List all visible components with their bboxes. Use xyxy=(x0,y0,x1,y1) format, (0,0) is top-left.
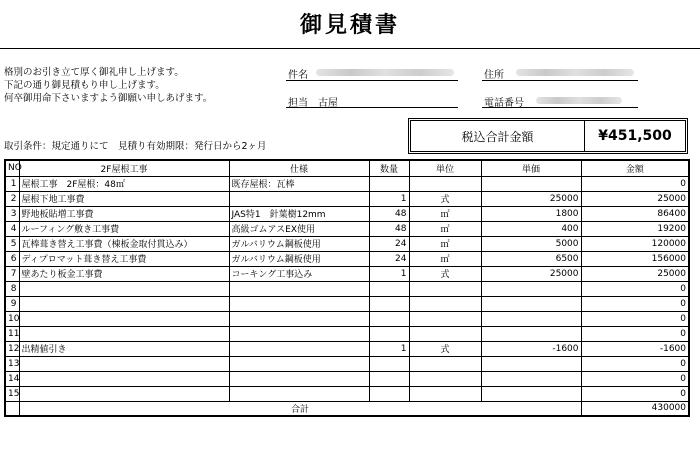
row-amount: 0 xyxy=(581,386,689,401)
row-unit xyxy=(409,311,481,326)
table-row xyxy=(5,341,689,356)
table-row xyxy=(5,356,689,371)
row-unit: 式 xyxy=(409,191,481,206)
address-label: 住所 xyxy=(484,70,504,81)
phone-label: 電話番号 xyxy=(484,98,524,109)
row-unit-price: 5000 xyxy=(481,236,581,251)
row-qty xyxy=(369,296,409,311)
row-item-name xyxy=(19,281,229,296)
row-amount: -1600 xyxy=(581,341,689,356)
table-row xyxy=(5,206,689,221)
row-unit xyxy=(409,281,481,296)
row-item-name: ルーフィング敷き工事費 xyxy=(19,221,229,236)
document-title: 御見積書 xyxy=(299,13,400,38)
table-row xyxy=(5,281,689,296)
row-amount: 156000 xyxy=(581,251,689,266)
row-item-name: 野地板貼増工事費 xyxy=(19,206,229,221)
row-no: 3 xyxy=(5,206,19,221)
row-unit: ㎡ xyxy=(409,221,481,236)
address-value-redacted xyxy=(516,69,634,76)
row-amount: 19200 xyxy=(581,221,689,236)
row-item-name xyxy=(19,296,229,311)
row-unit-price: 6500 xyxy=(481,251,581,266)
row-amount: 0 xyxy=(581,296,689,311)
project-label: 件名 xyxy=(288,70,308,81)
table-row xyxy=(5,266,689,281)
row-amount: 25000 xyxy=(581,266,689,281)
row-qty: 1 xyxy=(369,341,409,356)
row-amount: 25000 xyxy=(581,191,689,206)
col-header-name: 2F屋根工事 xyxy=(19,160,229,176)
table-header-row xyxy=(5,160,689,176)
row-no: 10 xyxy=(5,311,19,326)
row-qty: 24 xyxy=(369,251,409,266)
row-no: 7 xyxy=(5,266,19,281)
row-qty xyxy=(369,176,409,191)
row-spec: ガルバリウム鋼板使用 xyxy=(229,236,369,251)
row-amount: 0 xyxy=(581,371,689,386)
row-unit xyxy=(409,326,481,341)
greeting-line-1: 格別のお引き立て厚く御礼申し上げます。 xyxy=(4,67,184,78)
row-no: 8 xyxy=(5,281,19,296)
row-no: 11 xyxy=(5,326,19,341)
row-unit-price xyxy=(481,311,581,326)
row-spec: JAS特1 針葉樹12mm xyxy=(229,206,369,221)
row-spec: ガルバリウム鋼板使用 xyxy=(229,251,369,266)
estimate-table xyxy=(4,159,690,417)
row-no: 15 xyxy=(5,386,19,401)
row-unit: 式 xyxy=(409,341,481,356)
row-qty: 48 xyxy=(369,221,409,236)
table-row xyxy=(5,296,689,311)
row-spec xyxy=(229,311,369,326)
total-amount-box xyxy=(408,118,688,154)
person-underline xyxy=(286,107,458,108)
row-unit-price: -1600 xyxy=(481,341,581,356)
row-item-name: 瓦棒葺き替え工事費（棟板金取付貫込み） xyxy=(19,236,229,251)
row-qty: 1 xyxy=(369,266,409,281)
row-no: 12 xyxy=(5,341,19,356)
row-qty: 48 xyxy=(369,206,409,221)
total-amount-value: ¥451,500 xyxy=(598,128,672,144)
row-no: 4 xyxy=(5,221,19,236)
row-spec: 高級ゴムアスEX使用 xyxy=(229,221,369,236)
row-unit: ㎡ xyxy=(409,236,481,251)
row-no: 9 xyxy=(5,296,19,311)
table-row xyxy=(5,311,689,326)
row-no: 6 xyxy=(5,251,19,266)
col-header-qty: 数量 xyxy=(369,160,409,176)
row-no: 1 xyxy=(5,176,19,191)
row-no: 13 xyxy=(5,356,19,371)
footer-blank xyxy=(5,401,19,416)
row-unit-price xyxy=(481,176,581,191)
row-amount: 0 xyxy=(581,281,689,296)
row-item-name: ディプロマット葺き替え工事費 xyxy=(19,251,229,266)
row-unit-price xyxy=(481,281,581,296)
person-label: 担当 xyxy=(288,98,308,109)
row-amount: 120000 xyxy=(581,236,689,251)
row-unit: 式 xyxy=(409,266,481,281)
table-row xyxy=(5,386,689,401)
row-unit xyxy=(409,176,481,191)
row-item-name: 屋根下地工事費 xyxy=(19,191,229,206)
total-amount-label: 税込合計金額 xyxy=(411,121,585,151)
table-row xyxy=(5,221,689,236)
row-item-name xyxy=(19,356,229,371)
row-qty xyxy=(369,371,409,386)
table-footer-row xyxy=(5,401,689,416)
row-amount: 0 xyxy=(581,311,689,326)
row-item-name: 壁あたり板金工事費 xyxy=(19,266,229,281)
col-header-no: NO xyxy=(5,160,19,176)
row-item-name xyxy=(19,386,229,401)
row-unit-price: 25000 xyxy=(481,266,581,281)
row-item-name xyxy=(19,326,229,341)
row-spec xyxy=(229,341,369,356)
row-qty xyxy=(369,386,409,401)
row-amount: 0 xyxy=(581,326,689,341)
footer-total-amount: 430000 xyxy=(581,401,689,416)
table-row xyxy=(5,236,689,251)
row-unit-price: 1800 xyxy=(481,206,581,221)
row-item-name xyxy=(19,371,229,386)
row-no: 5 xyxy=(5,236,19,251)
row-spec: コーキング工事込み xyxy=(229,266,369,281)
table-row xyxy=(5,176,689,191)
row-qty xyxy=(369,326,409,341)
greeting-line-3: 何卒御用命下さいますよう御願い申しあげます。 xyxy=(4,93,213,104)
row-spec xyxy=(229,296,369,311)
row-unit-price xyxy=(481,326,581,341)
row-spec xyxy=(229,356,369,371)
row-unit xyxy=(409,296,481,311)
table-row xyxy=(5,191,689,206)
trade-conditions: 取引条件：規定通りにて 見積り有効期限：発行日から2ヶ月 xyxy=(4,141,267,152)
row-no: 2 xyxy=(5,191,19,206)
greeting-line-2: 下記の通り御見積もり申し上げます。 xyxy=(4,80,165,91)
row-spec xyxy=(229,281,369,296)
row-no: 14 xyxy=(5,371,19,386)
row-item-name: 出精値引き xyxy=(19,341,229,356)
row-item-name: 屋根工事 2F屋根：48㎡ xyxy=(19,176,229,191)
row-amount: 0 xyxy=(581,176,689,191)
row-spec xyxy=(229,371,369,386)
row-unit-price xyxy=(481,371,581,386)
col-header-spec: 仕様 xyxy=(229,160,369,176)
row-qty xyxy=(369,356,409,371)
row-qty: 1 xyxy=(369,191,409,206)
row-qty xyxy=(369,311,409,326)
row-unit xyxy=(409,386,481,401)
row-unit-price xyxy=(481,296,581,311)
col-header-unit: 単位 xyxy=(409,160,481,176)
row-unit-price: 400 xyxy=(481,221,581,236)
col-header-price: 単価 xyxy=(481,160,581,176)
row-spec xyxy=(229,326,369,341)
table-row xyxy=(5,326,689,341)
phone-value-redacted xyxy=(536,97,622,104)
row-spec xyxy=(229,386,369,401)
row-unit-price xyxy=(481,356,581,371)
row-amount: 0 xyxy=(581,356,689,371)
title-divider xyxy=(0,48,700,49)
address-underline xyxy=(482,80,638,81)
row-unit: ㎡ xyxy=(409,206,481,221)
row-item-name xyxy=(19,311,229,326)
row-amount: 86400 xyxy=(581,206,689,221)
footer-total-label: 合計 xyxy=(19,401,581,416)
row-unit xyxy=(409,371,481,386)
phone-underline xyxy=(482,107,638,108)
project-underline xyxy=(286,80,458,81)
row-unit-price xyxy=(481,386,581,401)
table-row xyxy=(5,251,689,266)
row-unit: ㎡ xyxy=(409,251,481,266)
row-qty xyxy=(369,281,409,296)
row-unit xyxy=(409,356,481,371)
col-header-amount: 金額 xyxy=(581,160,689,176)
row-spec: 既存屋根：瓦棒 xyxy=(229,176,369,191)
row-spec xyxy=(229,191,369,206)
row-qty: 24 xyxy=(369,236,409,251)
row-unit-price: 25000 xyxy=(481,191,581,206)
project-value-redacted xyxy=(316,69,454,76)
person-value: 古屋 xyxy=(318,98,338,109)
table-row xyxy=(5,371,689,386)
